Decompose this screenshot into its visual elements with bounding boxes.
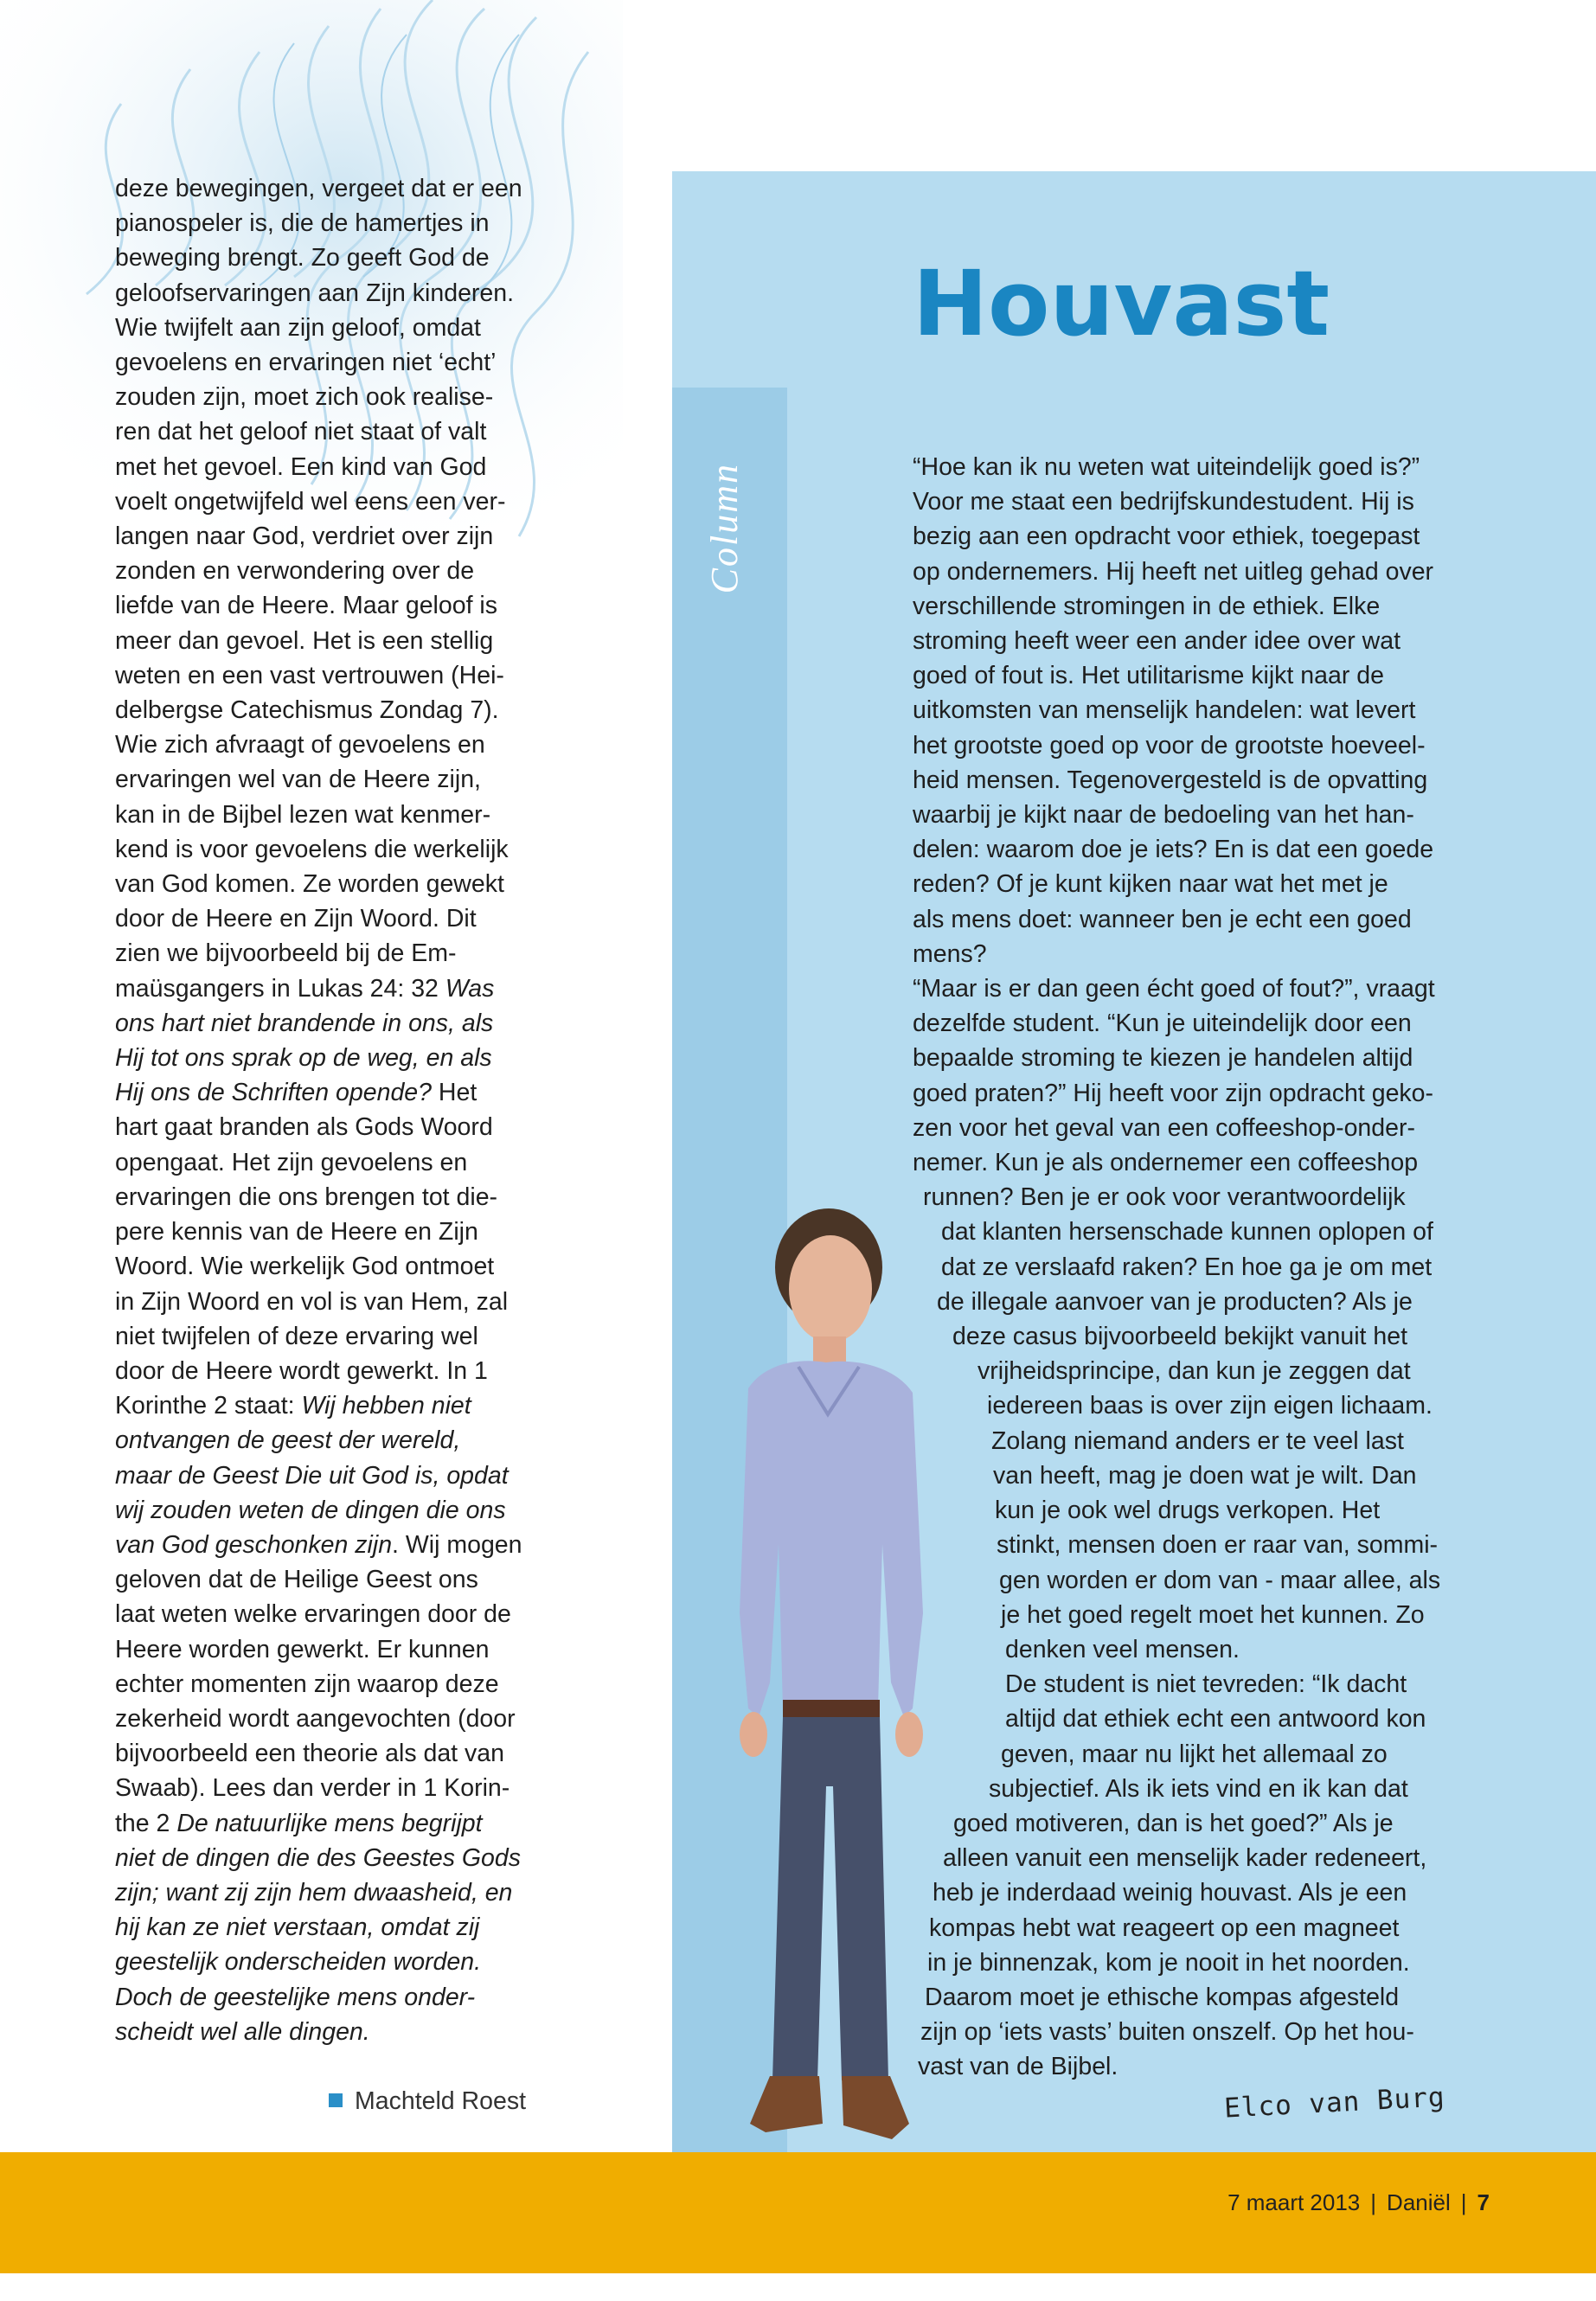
text-line: kan in de Bijbel lezen wat kenmer- xyxy=(115,800,491,829)
text-line: stroming heeft weer een ander idee over wat xyxy=(913,627,1401,656)
text-line-plain: maüsgangers in Lukas 24: 32 xyxy=(115,974,439,1003)
text-line: dat klanten hersenschade kunnen oplopen of xyxy=(941,1218,1433,1247)
text-line: alleen vanuit een menselijk kader redeneert, xyxy=(943,1844,1427,1873)
text-line: op ondernemers. Hij heeft net uitleg gehad over xyxy=(913,557,1434,586)
text-line: door de Heere en Zijn Woord. Dit xyxy=(115,905,477,933)
text-line-italic: ons hart niet brandende in ons, als xyxy=(115,1009,494,1037)
text-line-italic: De natuurlijke mens begrijpt xyxy=(176,1809,483,1837)
page-title: Houvast xyxy=(913,251,1330,356)
text-line: Daarom moet je ethische kompas afgesteld xyxy=(925,1983,1400,2011)
text-line: “Maar is er dan geen écht goed of fout?”, vraagt xyxy=(913,975,1435,1003)
text-line: nemer. Kun je als ondernemer een coffeeshop xyxy=(913,1149,1419,1177)
text-line-italic: wij zouden weten de dingen die ons xyxy=(115,1496,506,1524)
text-line-italic: scheidt wel alle dingen. xyxy=(115,2017,370,2046)
text-line: zijn op ‘iets vasts’ buiten onszelf. Op het hou- xyxy=(920,2018,1414,2047)
column-label: Column xyxy=(703,463,746,594)
text-line: zonden en verwondering over de xyxy=(115,557,475,586)
text-line: runnen? Ben je er ook voor verantwoordelijk xyxy=(923,1183,1406,1212)
footer-separator: | xyxy=(1460,2189,1467,2215)
text-line: langen naar God, verdriet over zijn xyxy=(115,522,494,551)
text-line: laat weten welke ervaringen door de xyxy=(115,1600,511,1629)
text-line: deze casus bijvoorbeeld bekijkt vanuit het xyxy=(952,1323,1407,1351)
text-line: de illegale aanvoer van je producten? Als je xyxy=(937,1287,1413,1316)
text-line: ervaringen die ons brengen tot die- xyxy=(115,1183,498,1211)
text-line: hart gaat branden als Gods Woord xyxy=(115,1113,493,1142)
footer-separator: | xyxy=(1370,2189,1377,2215)
text-line: heb je inderdaad weinig houvast. Als je een xyxy=(933,1879,1407,1907)
square-bullet-icon xyxy=(329,2093,343,2107)
text-line: dat ze verslaafd raken? En hoe ga je om met xyxy=(941,1253,1433,1281)
text-line: het grootste goed op voor de grootste hoeveel- xyxy=(913,731,1426,760)
text-line-italic: Was xyxy=(445,974,495,1003)
text-line-italic: zijn; want zij zijn hem dwaasheid, en xyxy=(115,1878,513,1907)
text-line: reden? Of je kunt kijken naar wat het met je xyxy=(913,870,1388,899)
text-line-italic: hij kan ze niet verstaan, omdat zij xyxy=(115,1913,480,1942)
issue-date: 7 maart 2013 xyxy=(1227,2189,1361,2215)
text-line-italic: van God geschonken zijn xyxy=(115,1530,393,1559)
text-line-italic: ontvangen de geest der wereld, xyxy=(115,1426,461,1455)
author-byline xyxy=(329,2087,526,2116)
text-line-plain: . Wij mogen xyxy=(392,1530,522,1559)
text-line-italic: Hij tot ons sprak op de weg, en als xyxy=(115,1044,492,1073)
text-line: liefde van de Heere. Maar geloof is xyxy=(115,592,498,620)
text-line: zien we bijvoorbeeld bij de Em- xyxy=(115,939,457,968)
text-line: kompas hebt wat reageert op een magneet xyxy=(929,1913,1400,1942)
text-line: De student is niet tevreden: “Ik dacht xyxy=(1005,1670,1407,1699)
text-line: zekerheid wordt aangevochten (door xyxy=(115,1704,516,1733)
text-line: bezig aan een opdracht voor ethiek, toegepast xyxy=(913,522,1420,551)
text-line-italic: geestelijk onderscheiden worden. xyxy=(115,1948,482,1977)
text-line: heid mensen. Tegenovergesteld is de opvatting xyxy=(913,766,1428,794)
text-line: dezelfde student. “Kun je uiteindelijk door een xyxy=(913,1009,1412,1038)
text-line: verschillende stromingen in de ethiek. Elke xyxy=(913,592,1381,620)
text-line: geloven dat de Heilige Geest ons xyxy=(115,1566,478,1594)
text-line: in je binnenzak, kom je nooit in het noorden. xyxy=(927,1948,1410,1977)
text-line: je het goed regelt moet het kunnen. Zo xyxy=(1001,1600,1425,1629)
text-line: kend is voor gevoelens die werkelijk xyxy=(115,835,509,863)
text-line: ervaringen wel van de Heere zijn, xyxy=(115,766,481,794)
text-line: door de Heere wordt gewerkt. In 1 xyxy=(115,1356,488,1385)
text-line: gevoelens en ervaringen niet ‘echt’ xyxy=(115,349,497,377)
text-line: deze bewegingen, vergeet dat er een xyxy=(115,175,522,202)
text-line: ren dat het geloof niet staat of valt xyxy=(115,418,487,446)
text-line: Voor me staat een bedrijfskundestudent. Hij is xyxy=(913,488,1414,516)
text-line: bijvoorbeeld een theorie als dat van xyxy=(115,1740,504,1768)
text-line: Heere worden gewerkt. Er kunnen xyxy=(115,1635,490,1663)
text-line: altijd dat ethiek echt een antwoord kon xyxy=(1005,1705,1426,1734)
student-photo-figure xyxy=(696,1198,973,2202)
text-line: beweging brengt. Zo geeft God de xyxy=(115,244,490,272)
text-line: van heeft, mag je doen wat je wilt. Dan xyxy=(993,1461,1417,1490)
text-line-italic: niet de dingen die des Geestes Gods xyxy=(115,1843,521,1872)
text-line-italic: Doch de geestelijke mens onder- xyxy=(115,1983,476,2011)
text-line: subjectief. Als ik iets vind en ik kan dat xyxy=(989,1774,1408,1803)
text-line: weten en een vast vertrouwen (Hei- xyxy=(115,661,504,689)
text-line: geloofservaringen aan Zijn kinderen. xyxy=(115,279,515,307)
text-line: met het gevoel. Een kind van God xyxy=(115,452,487,481)
text-line: pianospeler is, die de hamertjes in xyxy=(115,209,490,238)
text-line: uitkomsten van menselijk handelen: wat levert xyxy=(913,696,1416,725)
text-line: kun je ook wel drugs verkopen. Het xyxy=(995,1497,1381,1525)
text-line: gen worden er dom van - maar allee, als xyxy=(999,1566,1441,1594)
handwritten-signature: Elco van Burg xyxy=(1223,2081,1446,2125)
author-name: Machteld Roest xyxy=(355,2087,527,2115)
text-line-italic: maar de Geest Die uit God is, opdat xyxy=(115,1461,509,1490)
page-number: 7 xyxy=(1477,2189,1490,2215)
magazine-name: Daniël xyxy=(1387,2189,1451,2215)
text-line: als mens doet: wanneer ben je echt een goed xyxy=(913,905,1412,933)
text-line: goed praten?” Hij heeft voor zijn opdracht geko- xyxy=(913,1079,1434,1107)
text-line: Swaab). Lees dan verder in 1 Korin- xyxy=(115,1774,510,1803)
text-line: delen: waarom doe je iets? En is dat een goede xyxy=(913,836,1434,864)
text-line: vrijheidsprincipe, dan kun je zeggen dat xyxy=(977,1357,1411,1386)
text-line: echter momenten zijn waarop deze xyxy=(115,1670,499,1698)
text-line: voelt ongetwijfeld wel eens een ver- xyxy=(115,487,506,516)
text-line: denken veel mensen. xyxy=(1005,1635,1240,1663)
text-line: Woord. Wie werkelijk God ontmoet xyxy=(115,1253,495,1281)
text-line: opengaat. Het zijn gevoelens en xyxy=(115,1148,468,1176)
text-line: iedereen baas is over zijn eigen lichaam. xyxy=(987,1392,1433,1420)
text-line-plain: Korinthe 2 staat: xyxy=(115,1392,302,1420)
text-line: Wie zich afvraagt of gevoelens en xyxy=(115,731,485,760)
text-line-plain: Het xyxy=(432,1079,478,1107)
text-line-plain: the 2 xyxy=(115,1809,177,1837)
text-line: pere kennis van de Heere en Zijn xyxy=(115,1218,478,1247)
text-line: goed motiveren, dan is het goed?” Als je xyxy=(953,1809,1394,1837)
text-line: niet twijfelen of deze ervaring wel xyxy=(115,1322,478,1350)
text-line: stinkt, mensen doen er raar van, sommi- xyxy=(997,1531,1439,1560)
text-line: “Hoe kan ik nu weten wat uiteindelijk goed is?” xyxy=(913,453,1420,481)
text-line: mens? xyxy=(913,939,987,968)
text-line: meer dan gevoel. Het is een stellig xyxy=(115,626,494,655)
text-line: zouden zijn, moet zich ook realise- xyxy=(115,383,494,412)
text-line: bepaalde stroming te kiezen je handelen altijd xyxy=(913,1044,1413,1073)
footer-page-info xyxy=(1227,2189,1490,2216)
text-line: vast van de Bijbel. xyxy=(918,2053,1118,2081)
text-line: delbergse Catechismus Zondag 7). xyxy=(115,696,499,725)
text-line: waarbij je kijkt naar de bedoeling van het han- xyxy=(913,801,1414,830)
text-line: Zolang niemand anders er te veel last xyxy=(991,1426,1404,1455)
text-line: in Zijn Woord en vol is van Hem, zal xyxy=(115,1287,509,1316)
text-line: zen voor het geval van een coffeeshop-onder- xyxy=(913,1113,1415,1142)
text-line: geven, maar nu lijkt het allemaal zo xyxy=(1001,1740,1388,1768)
text-line-italic: Wij hebben niet xyxy=(301,1392,471,1420)
text-line: goed of fout is. Het utilitarisme kijkt naar de xyxy=(913,662,1384,690)
text-line: Wie twijfelt aan zijn geloof, omdat xyxy=(115,313,481,342)
text-line: van God komen. Ze worden gewekt xyxy=(115,870,504,899)
text-line-italic: Hij ons de Schriften opende? xyxy=(115,1079,432,1107)
